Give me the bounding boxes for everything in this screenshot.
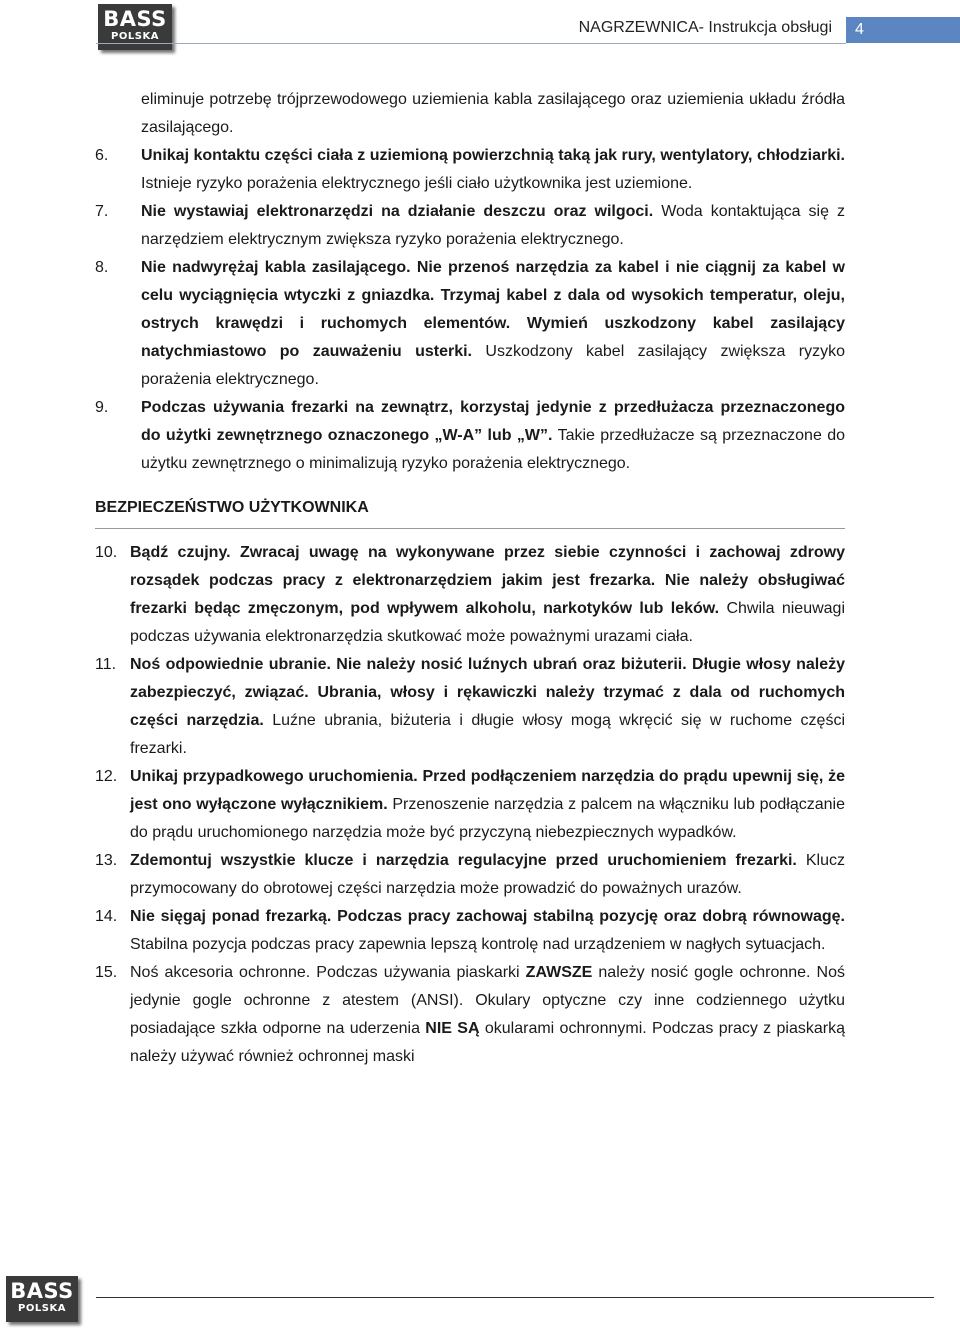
list-item [95,394,845,478]
page-number: 4 [855,21,864,38]
list-item-text: Stabilna pozycja podczas pracy zapewnia lepszą kontrolę nad urządzeniem w nagłych sytuacjach. [130,936,826,953]
logo-subtext-bottom: POLSKA [18,1303,66,1314]
list-item-bold: Zdemontuj wszystkie klucze i narzędzia regulacyjne przed uruchomieniem frezarki. [130,852,797,869]
list-item-bold: Podczas używania frezarki na zewnątrz, korzystaj jedynie z przedłużacza przeznaczonego do użytki zewnętrznego oznaczonego „W-A” lub „W”. [141,399,845,444]
list-item-number: 11. [95,656,117,673]
list-item-text: Chwila nieuwagi podczas używania elektronarzędzia skutkować może poważnymi urazami ciała. [130,600,846,645]
list-item-text: Uszkodzony kabel zasilający zwiększa ryzyko porażenia elektrycznego. [141,343,845,388]
logo-subtext-top: POLSKA [111,31,159,42]
document-title: NAGRZEWNICA- Instrukcja obsługi [578,19,832,36]
emphasis-not: NIE SĄ [425,1020,480,1037]
list-item-text: Przenoszenie narzędzia z palcem na włączniku lub podłączanie do prądu uruchomionego narzędzia może być przyczyną niebezpiecznych wypadków. [130,796,845,841]
logo-text-top: BASS [103,7,167,31]
list-item-bold: Unikaj kontaktu części ciała z uziemioną powierzchnią taką jak rury, wentylatory, chłodziarki. [141,147,845,164]
list-item-text: Woda kontaktująca się z narzędziem elektrycznym zwiększa ryzyko porażenia elektrycznego. [141,203,846,248]
list-item-text: Luźne ubrania, biżuteria i długie włosy mogą wkręcić się w ruchome części frezarki. [130,712,845,757]
list-item-text: Noś akcesoria ochronne. Podczas używania piaskarki [130,964,526,981]
list-item-number: 14. [95,908,118,925]
header-divider [96,43,846,44]
list-item-bold: Nie sięgaj ponad frezarką. Podczas pracy zachowaj stabilną pozycję oraz dobrą równowagę. [130,908,845,925]
list-item-bold: Nie wystawiaj elektronarzędzi na działanie deszczu oraz wilgoci. [141,203,654,220]
section-divider [95,528,845,529]
list-item-bold: Noś odpowiednie ubranie. Nie należy nosić luźnych ubrań oraz biżuterii. Długie włosy należy zabezpieczyć, związać. Ubrania, włosy i rękawiczki należy trzymać z dala od ruchomych części narzędzia. [130,656,845,729]
list-item-text: należy nosić gogle ochronne. Noś jedynie gogle ochronne z atestem (ANSI). Okulary optyczne czy inne codziennego użytku posiadające szkła odporne na uderzenia [130,964,846,1037]
page-number-box [846,17,960,43]
logo-text-bottom: BASS [10,1279,74,1303]
list-item-text: Istnieje ryzyko porażenia elektrycznego jeśli ciało użytkownika jest uziemione. [141,175,693,192]
footer-divider [96,1297,934,1298]
list-item [95,254,845,394]
document-body [95,86,845,1071]
list-item-number: 12. [95,768,118,785]
list-item-number: 6. [95,147,109,164]
intro-text: eliminuje potrzebę trójprzewodowego uziemienia kabla zasilającego oraz uziemienia układu źródła zasilającego. [141,91,845,136]
list-item-number: 13. [95,852,118,869]
list-item-number: 9. [95,399,109,416]
list-item-text: okularami ochronnymi. Podczas pracy z piaskarką należy używać również ochronnej maski [130,1020,845,1065]
list-item-number: 8. [95,259,109,276]
emphasis-always: ZAWSZE [525,964,593,981]
list-item-bold: Nie nadwyrężaj kabla zasilającego. Nie przenoś narzędzia za kabel i nie ciągnij za kabel w celu wyciągnięcia wtyczki z gniazdka. Trzymaj kabel z dala od wysokich temperatur, oleju, ostrych krawędzi i ruchomych elementów. Wymień uszkodzony kabel zasilający natychmiastowo po zauważeniu usterki. [141,259,845,360]
list-item-text: Takie przedłużacze są przeznaczone do użytku zewnętrznego o minimalizują ryzyko porażenia elektrycznego. [141,427,846,472]
list-item-text: Klucz przymocowany do obrotowej części narzędzia może prowadzić do poważnych urazów. [130,852,845,897]
list-item [95,959,845,1071]
section-heading: BEZPIECZEŃSTWO UŻYTKOWNIKA [95,499,369,516]
list-item [95,539,845,651]
list-item-number: 10. [95,544,118,561]
list-item [95,763,845,847]
list-item-bold: Bądź czujny. Zwracaj uwagę na wykonywane przez siebie czynności i zachowaj zdrowy rozsądek podczas pracy z elektronarzędziem jakim jest frezarka. Nie należy obsługiwać frezarki będąc zmęczonym, pod wpływem alkoholu, narkotyków lub leków. [130,544,845,617]
intro-paragraph [95,86,845,142]
list-item [95,142,845,198]
list-item [95,847,845,903]
list-item-bold: Unikaj przypadkowego uruchomienia. Przed podłączeniem narzędzia do prądu upewnij się, że jest ono wyłączone wyłącznikiem. [130,768,845,813]
list-item-number: 7. [95,203,109,220]
footer-logo [6,1276,78,1322]
list-item [95,651,845,763]
list-item [95,903,845,959]
list-item-number: 15. [95,964,118,981]
list-item [95,198,845,254]
